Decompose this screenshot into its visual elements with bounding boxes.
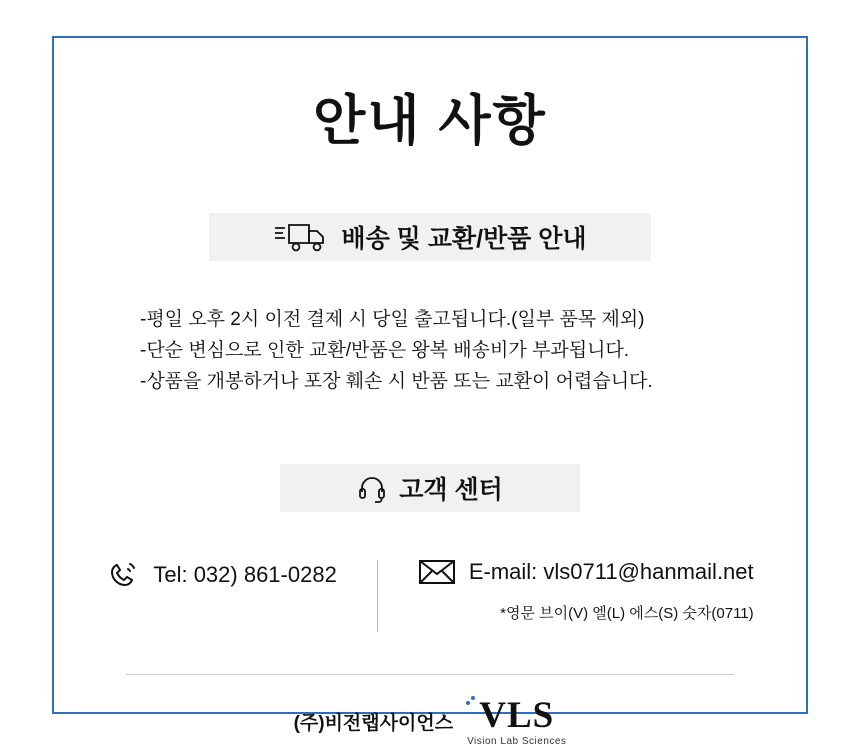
list-item: -상품을 개봉하거나 포장 훼손 시 반품 또는 교환이 어렵습니다. <box>140 370 653 392</box>
envelope-icon <box>418 558 456 586</box>
support-section-label: 고객 센터 <box>399 475 503 504</box>
phone-contact <box>80 558 376 592</box>
delivery-policy-list <box>54 305 806 397</box>
page-title: 안내 사항 <box>313 91 547 151</box>
notice-card <box>52 36 808 747</box>
logo-mark: VLS <box>479 694 555 736</box>
email-address: E-mail: vls0711@hanmail.net <box>468 558 754 584</box>
delivery-truck-icon <box>273 220 329 254</box>
footer-divider <box>126 674 734 675</box>
support-section-header <box>280 464 580 512</box>
logo-subtitle: Vision Lab Sciences <box>467 735 567 747</box>
phone-number: Tel: 032) 861-0282 <box>153 561 337 587</box>
vls-logo <box>467 694 567 747</box>
logo-dots-icon <box>465 695 481 711</box>
list-item: -평일 오후 2시 이전 결제 시 당일 출고됩니다.(일부 품목 제외) <box>140 309 645 331</box>
company-name: (주)비전랩사이언스 <box>293 713 454 735</box>
email-contact <box>378 558 780 623</box>
contact-row <box>54 558 806 632</box>
headset-icon <box>357 473 387 503</box>
list-item: -단순 변심으로 인한 교환/반품은 왕복 배송비가 부과됩니다. <box>140 340 630 362</box>
footer <box>54 694 806 747</box>
email-note: *영문 브이(V) 엘(L) 에스(S) 숫자(0711) <box>500 604 754 622</box>
delivery-section-label: 배송 및 교환/반품 안내 <box>341 225 587 254</box>
phone-ringing-icon <box>106 558 140 592</box>
delivery-section-header <box>209 213 651 261</box>
